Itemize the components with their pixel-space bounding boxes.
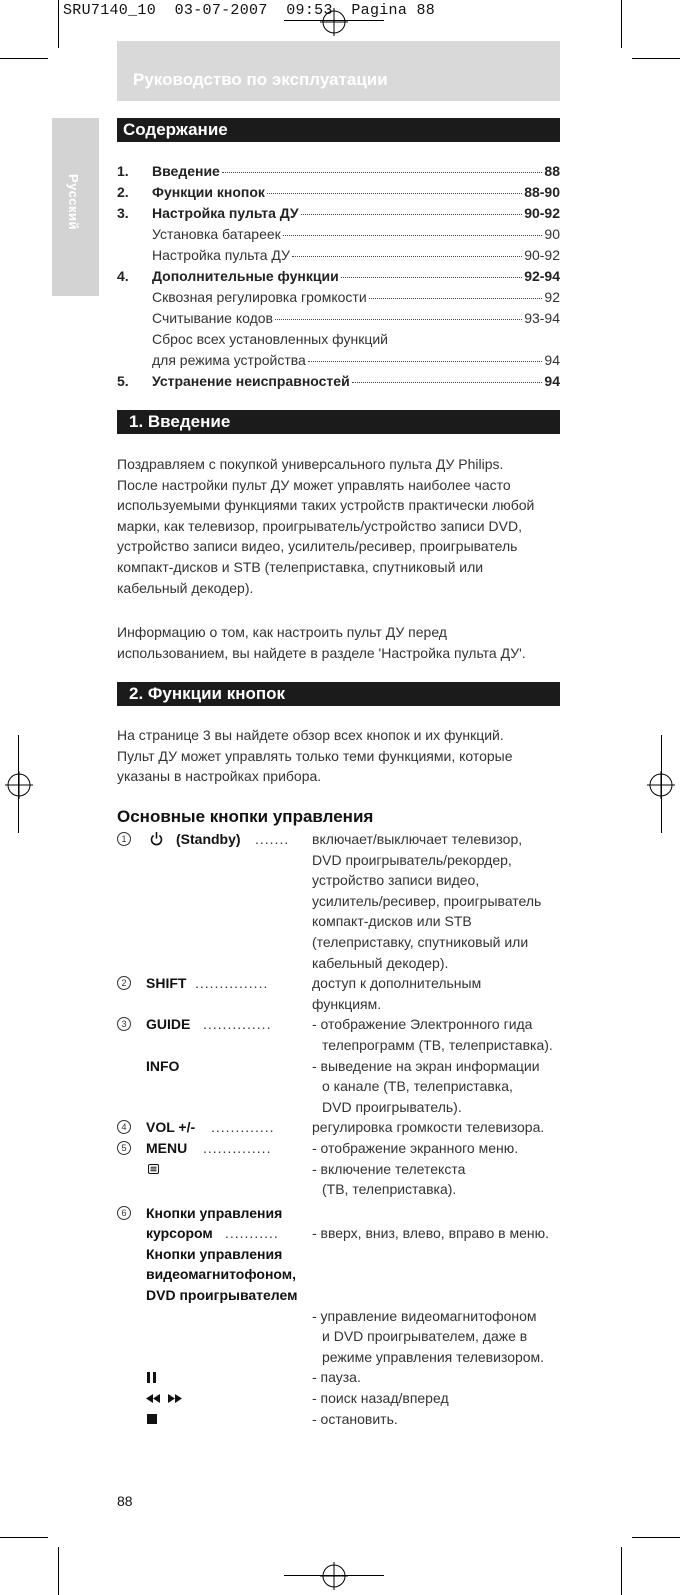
key-description: компакт-дисков или STB: [312, 913, 472, 930]
key-list: [117, 829, 567, 1429]
text-line: После настройки пульт ДУ может управлять наиболее часто: [117, 476, 511, 493]
leader-dots: ...........: [225, 1225, 279, 1242]
toc-label: Введение: [152, 163, 220, 179]
text-line: кабельный декодер).: [117, 579, 254, 596]
key-row-guide: [117, 1014, 567, 1035]
key-description: регулировка громкости телевизора.: [312, 1119, 545, 1136]
toc-label: Установка батареек: [152, 226, 281, 242]
functions-heading: 2. Функции кнопок: [117, 682, 560, 706]
toc-page: 92-94: [524, 268, 560, 284]
intro-paragraph-1: [117, 454, 562, 598]
key-description: функциям.: [312, 995, 382, 1012]
toc-page: 92: [544, 289, 560, 305]
toc-label: Сброс всех установленных функций: [152, 331, 389, 347]
key-description: DVD проигрыватель).: [322, 1098, 462, 1115]
item-number: 6: [117, 1206, 131, 1220]
toc-leader: [352, 382, 543, 383]
key-row-stop: [117, 1409, 567, 1430]
vcr-keys-label: DVD проигрывателем: [146, 1287, 298, 1304]
toc-entry: [117, 331, 560, 352]
print-header: SRU7140_10 03-07-2007 09:53 Pagina 88: [63, 2, 436, 19]
vcr-keys-label: Кнопки управления: [146, 1245, 283, 1262]
cursor-keys-label: Кнопки управления: [146, 1204, 283, 1221]
toc-page: 94: [544, 373, 560, 389]
item-number: 3: [117, 1017, 131, 1031]
key-description: доступ к дополнительным: [312, 975, 482, 992]
info-key-label: INFO: [146, 1057, 180, 1074]
toc-label: Настройка пульта ДУ: [152, 205, 299, 221]
toc-page: 90: [544, 226, 560, 242]
toc-number: 5.: [117, 373, 129, 389]
registration-mark-top: [320, 8, 348, 36]
text-line: Поздравляем с покупкой универсального пульта ДУ Philips.: [117, 456, 504, 472]
crop-mark: [632, 58, 680, 59]
leader-dots: ..............: [203, 1139, 272, 1156]
toc-leader: [222, 172, 543, 173]
key-row-teletext: [117, 1159, 567, 1180]
toc-entry: [117, 373, 560, 394]
toc-label: Сквозная регулировка громкости: [152, 289, 367, 305]
toc-number: 2.: [117, 184, 129, 200]
crop-mark: [58, 1547, 59, 1595]
registration-mark-right: [647, 771, 675, 799]
text-line: компакт-дисков и STB (телеприставка, спутниковый или: [117, 558, 484, 575]
text-line: использованием, вы найдете в разделе 'Настройка пульта ДУ'.: [117, 644, 526, 661]
toc-page: 94: [544, 352, 560, 368]
volume-key-label: VOL +/-: [146, 1119, 196, 1136]
toc-label: Настройка пульта ДУ: [152, 247, 290, 263]
toc-label: Функции кнопок: [152, 184, 265, 200]
item-number: 1: [117, 832, 131, 846]
toc-label: Устранение неисправностей: [152, 373, 350, 389]
key-description: (телеприставку, спутниковый или: [312, 933, 529, 950]
teletext-icon: [148, 1164, 159, 1174]
toc-entry: [117, 247, 560, 268]
basic-keys-subheading: Основные кнопки управления: [117, 807, 374, 826]
key-description: - включение телетекста: [312, 1160, 466, 1177]
toc-entry: [117, 310, 560, 331]
crop-mark: [0, 1537, 48, 1538]
power-icon: [150, 831, 163, 846]
key-description: - вверх, вниз, влево, вправо в меню.: [312, 1225, 549, 1242]
rewind-fast-forward-icon: [146, 1394, 182, 1403]
toc-entry: [117, 205, 560, 226]
table-of-contents: [117, 163, 560, 394]
key-row-volume: [117, 1117, 567, 1138]
crop-mark: [621, 1547, 622, 1595]
toc-leader: [341, 277, 523, 278]
toc-entry: [117, 184, 560, 205]
key-row-pause: [117, 1367, 567, 1388]
key-description: телепрограмм (ТВ, телеприставка).: [322, 1036, 553, 1053]
key-description: - поиск назад/вперед: [312, 1390, 449, 1407]
toc-page: 88: [544, 163, 560, 179]
key-row-menu: [117, 1138, 567, 1159]
key-row-standby: [117, 829, 567, 850]
key-description: (ТВ, телеприставка).: [322, 1181, 457, 1198]
key-description: кабельный декодер).: [312, 954, 449, 971]
key-row-shift: [117, 973, 567, 994]
toc-entry: [117, 226, 560, 247]
key-description: включает/выключает телевизор,: [312, 831, 523, 847]
leader-dots: .............: [211, 1119, 275, 1136]
key-row-info: [117, 1056, 567, 1077]
text-line: указаны в настройках прибора.: [117, 768, 322, 785]
toc-leader: [283, 235, 543, 236]
toc-label: Считывание кодов: [152, 310, 273, 326]
functions-paragraph: [117, 725, 562, 787]
crop-mark: [621, 0, 622, 48]
key-description: - управление видеомагнитофоном: [312, 1307, 537, 1324]
toc-entry: [117, 163, 560, 184]
item-number: 4: [117, 1120, 131, 1134]
language-tab-label: Русский: [66, 174, 81, 231]
toc-entry: [117, 289, 560, 310]
toc-page: 88-90: [524, 184, 560, 200]
key-description: усилитель/ресивер, проигрыватель: [312, 892, 542, 909]
toc-number: 4.: [117, 268, 129, 284]
key-description: - выведение на экран информации: [312, 1057, 540, 1074]
toc-number: 1.: [117, 163, 129, 179]
cursor-keys-label: курсором: [146, 1225, 213, 1242]
text-line: марки, как телевизор, проигрыватель/устройство записи DVD,: [117, 517, 522, 534]
registration-mark-bottom: [320, 1562, 348, 1590]
registration-mark-left: [5, 771, 33, 799]
vcr-keys-label: видеомагнитофоном,: [146, 1266, 297, 1283]
key-description: - отображение экранного меню.: [312, 1139, 519, 1156]
toc-label: Дополнительные функции: [152, 268, 339, 284]
toc-number: 3.: [117, 205, 129, 221]
key-row-cursor: [117, 1203, 567, 1224]
key-description: - пауза.: [312, 1369, 361, 1386]
toc-leader: [275, 319, 522, 320]
guide-key-label: GUIDE: [146, 1016, 191, 1033]
crop-mark: [632, 1537, 680, 1538]
key-description: DVD проигрыватель/рекордер,: [312, 851, 512, 868]
crop-mark: [0, 58, 48, 59]
key-description: и DVD проигрывателем, даже в: [322, 1328, 528, 1345]
contents-heading: Содержание: [117, 118, 560, 142]
intro-heading: 1. Введение: [117, 410, 560, 434]
text-line: устройство записи видео, усилитель/ресивер, проигрыватель: [117, 538, 518, 555]
toc-leader: [308, 361, 543, 362]
toc-leader: [301, 214, 523, 215]
text-line: На странице 3 вы найдете обзор всех кнопок и их функций.: [117, 727, 504, 743]
toc-page: 93-94: [524, 310, 560, 326]
key-description: - остановить.: [312, 1410, 398, 1427]
standby-key-label: (Standby): [176, 831, 241, 847]
crop-mark: [58, 0, 59, 48]
toc-entry: [117, 352, 560, 373]
key-description: устройство записи видео,: [312, 872, 480, 889]
item-number: 2: [117, 976, 131, 990]
key-description: о канале (ТВ, телеприставка,: [322, 1078, 513, 1095]
leader-dots: .......: [255, 831, 290, 847]
toc-label: для режима устройства: [152, 352, 306, 368]
pause-icon: [147, 1372, 157, 1383]
toc-leader: [267, 193, 522, 194]
language-tab: [52, 118, 99, 296]
key-row-search: [117, 1388, 567, 1409]
page-number: 88: [117, 1493, 133, 1509]
key-description: режиме управления телевизором.: [322, 1348, 545, 1365]
toc-page: 90-92: [524, 247, 560, 263]
manual-title-band: [117, 41, 560, 101]
toc-leader: [369, 298, 543, 299]
text-line: используемыми функциями таких устройств практически любой: [117, 497, 535, 514]
menu-key-label: MENU: [146, 1139, 188, 1156]
key-description: - отображение Электронного гида: [312, 1016, 533, 1033]
toc-entry: [117, 268, 560, 289]
text-line: Пульт ДУ может управлять только теми функциями, которые: [117, 747, 513, 764]
leader-dots: ...............: [195, 975, 269, 992]
stop-icon: [147, 1414, 157, 1424]
intro-paragraph-2: [117, 622, 562, 663]
toc-leader: [292, 256, 522, 257]
leader-dots: ..............: [203, 1016, 272, 1033]
manual-title: Руководство по эксплуатации: [133, 70, 388, 89]
toc-page: 90-92: [524, 205, 560, 221]
text-line: Информацию о том, как настроить пульт ДУ перед: [117, 624, 447, 640]
shift-key-label: SHIFT: [146, 975, 187, 992]
item-number: 5: [117, 1141, 131, 1155]
